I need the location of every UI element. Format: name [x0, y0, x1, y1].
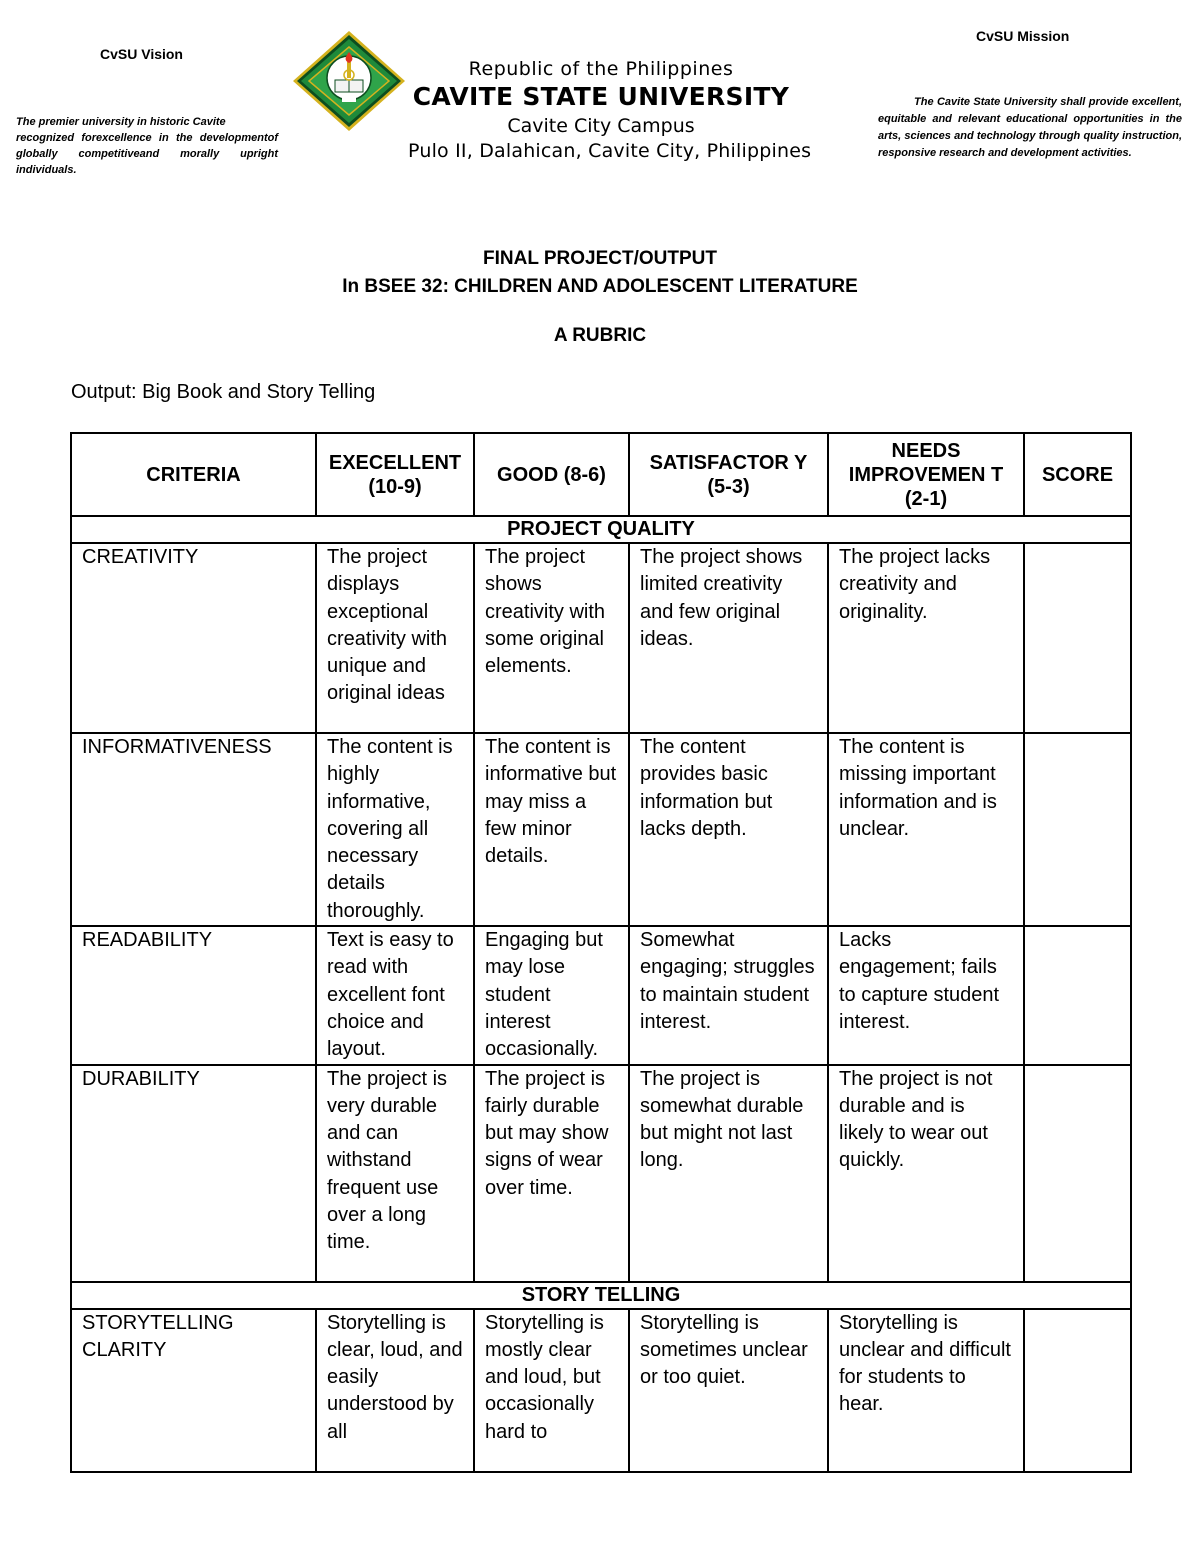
header-satisfactory: SATISFACTOR Y (5-3) [629, 433, 828, 516]
campus-address: Pulo II, Dalahican, Cavite City, Philippines [408, 140, 812, 162]
satisfactory-cell: Somewhat engaging; struggles to maintain student interest. [629, 926, 828, 1064]
section-label: STORY TELLING [71, 1282, 1131, 1309]
satisfactory-cell: The project shows limited creativity and few original ideas. [629, 543, 828, 733]
satisfactory-cell: The project is somewhat durable but might not last long. [629, 1065, 828, 1282]
header-good: GOOD (8-6) [474, 433, 629, 516]
table-header-row [71, 433, 1131, 516]
section-label: PROJECT QUALITY [71, 516, 1131, 543]
criteria-cell: DURABILITY [71, 1065, 316, 1282]
excellent-cell: Text is easy to read with excellent font choice and layout. [316, 926, 474, 1064]
document-title-block [0, 245, 1200, 301]
section-row-project-quality [71, 516, 1131, 543]
vision-text-rest: recognized forexcellence in the developmentof globally competitiveand morally upright individuals. [16, 132, 278, 176]
table-row [71, 1065, 1131, 1282]
score-cell[interactable] [1024, 1065, 1131, 1282]
score-cell[interactable] [1024, 1309, 1131, 1472]
document-subtitle: In BSEE 32: CHILDREN AND ADOLESCENT LITERATURE [342, 276, 858, 297]
document-title: FINAL PROJECT/OUTPUT [483, 248, 717, 269]
university-heading [400, 56, 802, 140]
header-needs-improvement: NEEDS IMPROVEMEN T (2-1) [828, 433, 1024, 516]
table-row [71, 733, 1131, 926]
needs-cell: The project is not durable and is likely to wear out quickly. [828, 1065, 1024, 1282]
needs-cell: The project lacks creativity and originality. [828, 543, 1024, 733]
header-score: SCORE [1024, 433, 1131, 516]
satisfactory-cell: Storytelling is sometimes unclear or too quiet. [629, 1309, 828, 1472]
criteria-cell: STORYTELLING CLARITY [71, 1309, 316, 1472]
good-cell: The content is informative but may miss a few minor details. [474, 733, 629, 926]
vision-text [16, 114, 278, 178]
header-criteria: CRITERIA [71, 433, 316, 516]
table-row [71, 1309, 1131, 1472]
needs-cell: Storytelling is unclear and difficult for students to hear. [828, 1309, 1024, 1472]
mission-title: CvSU Mission [976, 28, 1070, 44]
criteria-cell: READABILITY [71, 926, 316, 1064]
score-cell[interactable] [1024, 926, 1131, 1064]
excellent-cell: The content is highly informative, covering all necessary details thoroughly. [316, 733, 474, 926]
excellent-cell: The project displays exceptional creativity with unique and original ideas [316, 543, 474, 733]
vision-title: CvSU Vision [100, 46, 183, 62]
criteria-cell: CREATIVITY [71, 543, 316, 733]
campus-name: Cavite City Campus [507, 115, 695, 137]
vision-text-line1: The premier university in historic Cavite [16, 116, 226, 128]
mission-text: The Cavite State University shall provide excellent, equitable and relevant educational opportunities in the arts, sciences and technology through quality instruction, responsive research and development activities. [878, 96, 1182, 159]
satisfactory-cell: The content provides basic information but lacks depth. [629, 733, 828, 926]
good-cell: The project shows creativity with some original elements. [474, 543, 629, 733]
excellent-cell: Storytelling is clear, loud, and easily understood by all [316, 1309, 474, 1472]
header-excellent: EXECELLENT (10-9) [316, 433, 474, 516]
rubric-table [70, 432, 1132, 1473]
table-row [71, 926, 1131, 1064]
rubric-label: A RUBRIC [553, 325, 647, 346]
criteria-cell: INFORMATIVENESS [71, 733, 316, 926]
good-cell: The project is fairly durable but may show signs of wear over time. [474, 1065, 629, 1282]
cvsu-seal-icon [292, 30, 406, 132]
score-cell[interactable] [1024, 543, 1131, 733]
university-name: CAVITE STATE UNIVERSITY [412, 82, 790, 111]
needs-cell: Lacks engagement; fails to capture student interest. [828, 926, 1024, 1064]
good-cell: Engaging but may lose student interest occasionally. [474, 926, 629, 1064]
republic-line: Republic of the Philippines [468, 58, 734, 80]
score-cell[interactable] [1024, 733, 1131, 926]
section-row-story-telling [71, 1282, 1131, 1309]
excellent-cell: The project is very durable and can withstand frequent use over a long time. [316, 1065, 474, 1282]
good-cell: Storytelling is mostly clear and loud, but occasionally hard to [474, 1309, 629, 1472]
output-line: Output: Big Book and Story Telling [71, 381, 376, 403]
needs-cell: The content is missing important information and is unclear. [828, 733, 1024, 926]
table-row [71, 543, 1131, 733]
